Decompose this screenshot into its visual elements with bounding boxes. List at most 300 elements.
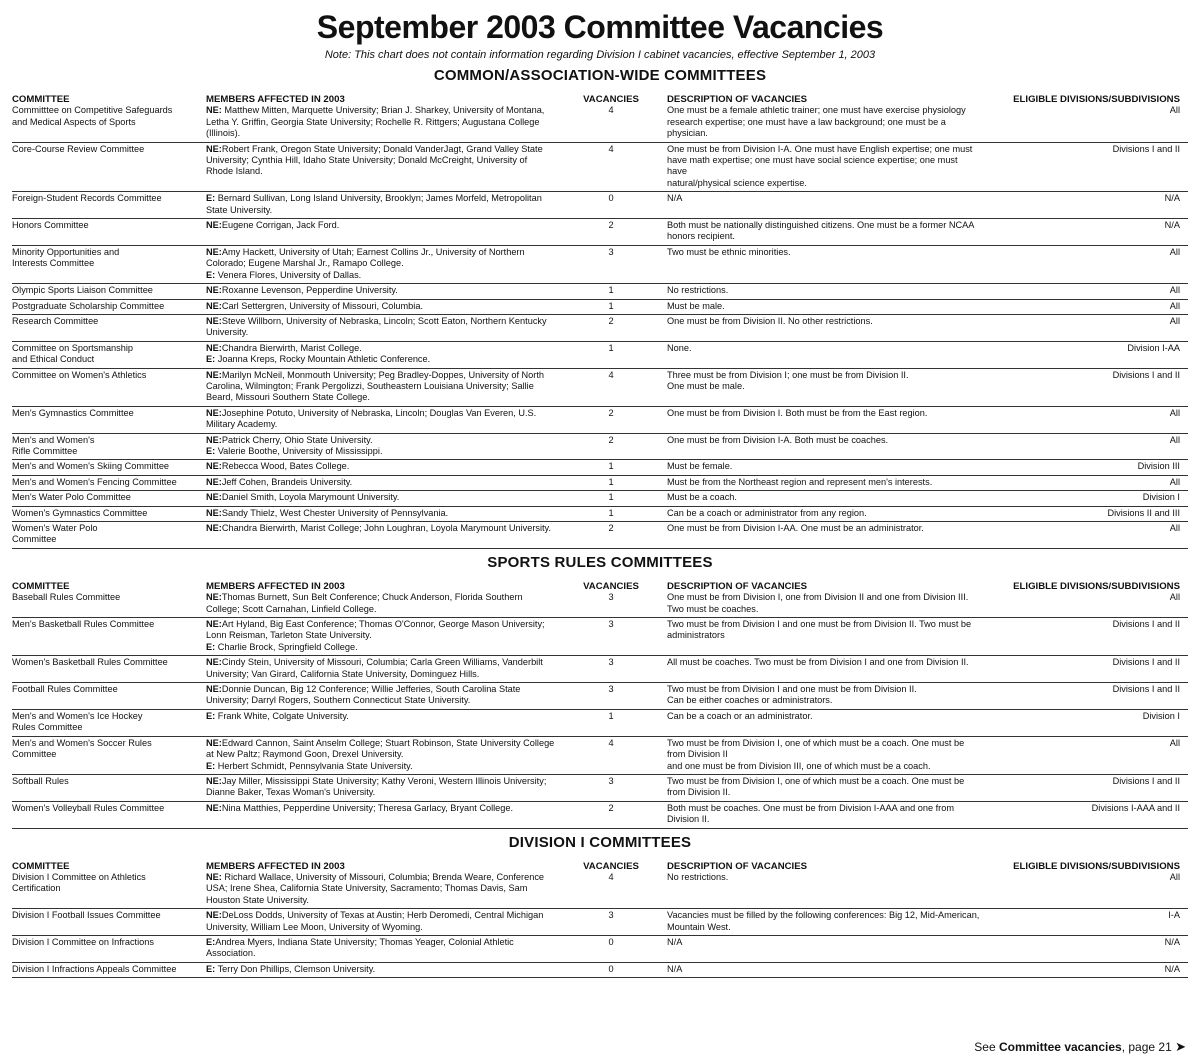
committee-name: Postgraduate Scholarship Committee bbox=[12, 300, 165, 311]
member-status-prefix: NE: bbox=[206, 871, 222, 882]
member-entry bbox=[206, 370, 556, 404]
table-row bbox=[12, 656, 1188, 683]
member-entry bbox=[206, 776, 556, 799]
member-status-prefix: NE: bbox=[206, 775, 222, 786]
members-affected bbox=[206, 461, 566, 472]
eligible-divisions: All bbox=[1169, 523, 1180, 533]
members-affected bbox=[206, 492, 566, 503]
eligible-divisions: Divisions I and II bbox=[1112, 619, 1180, 630]
member-entry bbox=[206, 408, 556, 431]
member-names: Frank White, Colgate University. bbox=[215, 710, 349, 721]
member-status-prefix: NE: bbox=[206, 592, 222, 603]
committee-name: Baseball Rules Committee bbox=[12, 592, 121, 603]
vacancy-description: One must be a female athletic trainer; one must have exercise physiology research expertise; one must have a law background; one must be a physician. bbox=[667, 105, 966, 139]
committee-name: Men's Basketball Rules Committee bbox=[12, 619, 155, 630]
header-eligible: ELIGIBLE DIVISIONS/SUBDIVISIONS bbox=[1013, 580, 1180, 592]
section-1 bbox=[12, 553, 1188, 829]
member-status-prefix: E: bbox=[206, 710, 216, 721]
members-affected bbox=[206, 285, 566, 296]
member-status-prefix: NE: bbox=[206, 910, 222, 921]
table-row bbox=[12, 507, 1188, 522]
member-status-prefix: NE: bbox=[206, 492, 222, 503]
member-entry bbox=[206, 684, 556, 707]
member-names: Matthew Mitten, Marquette University; Brian J. Sharkey, University of Montana, Letha Y. Griffin, Georgia State University; Rochelle R. Rittgers; Augustana College (Illinois). bbox=[206, 105, 545, 139]
section-2 bbox=[12, 833, 1188, 979]
members-affected bbox=[206, 657, 566, 680]
committee-name: Committee on Sportsmanship and Ethical Conduct bbox=[12, 342, 134, 365]
member-entry bbox=[206, 343, 556, 354]
committee-name: Foreign-Student Records Committee bbox=[12, 193, 162, 204]
member-status-prefix: E: bbox=[206, 760, 216, 771]
table-header bbox=[12, 575, 1188, 592]
eligible-divisions: N/A bbox=[1164, 193, 1180, 204]
header-vacancies: VACANCIES bbox=[583, 860, 639, 872]
committee-name: Division I Football Issues Committee bbox=[12, 910, 161, 921]
members-affected bbox=[206, 508, 566, 519]
vacancy-count: 3 bbox=[608, 684, 614, 695]
member-entry bbox=[206, 301, 556, 312]
member-entry bbox=[206, 285, 556, 296]
committee-name: Olympic Sports Liaison Committee bbox=[12, 285, 153, 296]
table-row bbox=[12, 192, 1188, 219]
header-committee: COMMITTEE bbox=[12, 94, 70, 105]
vacancy-description: Both must be nationally distinguished citizens. One must be a former NCAA honors recipient. bbox=[667, 220, 975, 242]
member-status-prefix: NE: bbox=[206, 105, 222, 116]
member-status-prefix: NE: bbox=[206, 407, 222, 418]
committee-name: Men's and Women's Rifle Committee bbox=[12, 434, 95, 456]
table-row bbox=[12, 476, 1188, 491]
vacancy-count: 3 bbox=[608, 910, 614, 921]
eligible-divisions: N/A bbox=[1164, 220, 1180, 231]
members-affected bbox=[206, 144, 566, 190]
eligible-divisions: All bbox=[1169, 315, 1180, 326]
vacancy-count: 1 bbox=[608, 461, 614, 472]
vacancy-count: 0 bbox=[608, 963, 614, 974]
member-entry bbox=[206, 270, 556, 281]
eligible-divisions: All bbox=[1169, 300, 1180, 311]
member-status-prefix: NE: bbox=[206, 220, 222, 231]
committee-name: Committee on Women's Athletics bbox=[12, 369, 147, 380]
member-entry bbox=[206, 937, 556, 960]
committee-name: Men's Water Polo Committee bbox=[12, 492, 131, 503]
page-note: Note: This chart does not contain information regarding Division I cabinet vacancies, effective September 1, 2003 bbox=[324, 49, 876, 61]
member-entry bbox=[206, 316, 556, 339]
page-title: September 2003 Committee Vacancies bbox=[316, 9, 884, 45]
eligible-divisions: Divisions I-AAA and II bbox=[1091, 802, 1180, 813]
table-row bbox=[12, 407, 1188, 434]
member-entry bbox=[206, 492, 556, 503]
vacancy-count: 3 bbox=[608, 657, 614, 668]
member-entry bbox=[206, 193, 556, 216]
vacancy-count: 1 bbox=[608, 300, 614, 311]
member-entry bbox=[206, 523, 556, 534]
vacancy-count: 3 bbox=[608, 619, 614, 630]
vacancy-count: 0 bbox=[608, 193, 614, 204]
vacancy-description: One must be from Division I-A. One must have English expertise; one must have math expertise; one must have social science expertise; one must have natural/physical science expertise. bbox=[667, 143, 973, 188]
members-affected bbox=[206, 937, 566, 960]
committee-name: Women's Gymnastics Committee bbox=[12, 507, 148, 518]
eligible-divisions: Divisions I and II bbox=[1112, 775, 1180, 786]
table-row bbox=[12, 802, 1188, 829]
vacancy-count: 2 bbox=[608, 434, 614, 445]
member-status-prefix: NE: bbox=[206, 143, 222, 154]
member-names: Steve Willborn, University of Nebraska, Lincoln; Scott Eaton, Northern Kentucky University. bbox=[206, 315, 547, 338]
eligible-divisions: All bbox=[1169, 246, 1180, 257]
member-names: Terry Don Phillips, Clemson University. bbox=[215, 963, 376, 974]
member-entry bbox=[206, 642, 556, 653]
table-row bbox=[12, 284, 1188, 299]
vacancy-count: 1 bbox=[608, 507, 614, 518]
vacancy-description: One must be from Division I-AA. One must be an administrator. bbox=[667, 523, 924, 533]
committee-name: Softball Rules bbox=[12, 775, 69, 786]
table-row bbox=[12, 963, 1188, 978]
member-names: Thomas Burnett, Sun Belt Conference; Chuck Anderson, Florida Southern College; Scott Carnahan, Linfield College. bbox=[206, 592, 523, 614]
member-status-prefix: NE: bbox=[206, 802, 222, 813]
header-eligible: ELIGIBLE DIVISIONS/SUBDIVISIONS bbox=[1013, 860, 1180, 872]
member-status-prefix: E: bbox=[206, 354, 216, 365]
member-entry bbox=[206, 435, 556, 446]
members-affected bbox=[206, 711, 566, 734]
vacancy-description: Must be female. bbox=[667, 461, 733, 472]
eligible-divisions: All bbox=[1169, 592, 1180, 603]
vacancy-count: 2 bbox=[608, 802, 614, 813]
table-row bbox=[12, 936, 1188, 963]
eligible-divisions: Divisions I and II bbox=[1112, 369, 1180, 380]
member-status-prefix: NE: bbox=[206, 300, 222, 311]
table-header bbox=[12, 855, 1188, 872]
member-names: Valerie Boothe, University of Mississippi. bbox=[215, 445, 383, 456]
eligible-divisions: Divisions II and III bbox=[1107, 507, 1180, 518]
committee-name: Division I Committee on Athletics Certification bbox=[12, 871, 146, 894]
header-description: DESCRIPTION OF VACANCIES bbox=[667, 860, 808, 872]
vacancy-description: None. bbox=[667, 342, 692, 353]
vacancy-count: 0 bbox=[608, 936, 614, 947]
vacancy-count: 2 bbox=[608, 315, 614, 326]
member-names: Rebecca Wood, Bates College. bbox=[221, 461, 350, 472]
member-names: Josephine Potuto, University of Nebraska, Lincoln; Douglas Van Everen, U.S. Military Academy. bbox=[206, 407, 537, 430]
member-names: Daniel Smith, Loyola Marymount University. bbox=[221, 492, 400, 503]
committee-name: Division I Infractions Appeals Committee bbox=[12, 963, 177, 974]
committee-name: Women's Volleyball Rules Committee bbox=[12, 802, 165, 813]
member-entry bbox=[206, 461, 556, 472]
member-entry bbox=[206, 619, 556, 642]
table-row bbox=[12, 434, 1188, 461]
eligible-divisions: N/A bbox=[1164, 963, 1180, 974]
member-names: Bernard Sullivan, Long Island University, Brooklyn; James Morfeld, Metropolitan State University. bbox=[206, 193, 542, 215]
vacancy-count: 4 bbox=[608, 369, 614, 380]
table-row bbox=[12, 300, 1188, 315]
committee-name: Men's and Women's Fencing Committee bbox=[12, 476, 177, 487]
vacancy-count: 4 bbox=[608, 737, 614, 748]
vacancy-count: 2 bbox=[608, 523, 614, 533]
table-row bbox=[12, 342, 1188, 369]
table-row bbox=[12, 592, 1188, 618]
vacancy-description: Must be male. bbox=[667, 300, 725, 311]
member-names: Cindy Stein, University of Missouri, Columbia; Carla Green Williams, Vanderbilt University; Van Girard, California State University, Dominguez Hills. bbox=[206, 657, 543, 679]
members-affected bbox=[206, 964, 566, 975]
section-0 bbox=[12, 66, 1188, 549]
eligible-divisions: Divisions I and II bbox=[1112, 657, 1180, 668]
table-row bbox=[12, 460, 1188, 475]
members-affected bbox=[206, 220, 566, 243]
member-entry bbox=[206, 803, 556, 814]
member-entry bbox=[206, 657, 556, 680]
vacancy-description: Must be from the Northeast region and represent men's interests. bbox=[667, 476, 933, 487]
vacancy-count: 4 bbox=[608, 871, 614, 882]
member-entry bbox=[206, 872, 556, 906]
header-description: DESCRIPTION OF VACANCIES bbox=[667, 580, 808, 592]
vacancy-count: 3 bbox=[608, 775, 614, 786]
member-names: Sandy Thielz, West Chester University of Pennsylvania. bbox=[221, 507, 449, 518]
table-row bbox=[12, 710, 1188, 737]
committee-name: Division I Committee on Infractions bbox=[12, 936, 154, 947]
eligible-divisions: All bbox=[1169, 476, 1180, 487]
committee-name: Men's and Women's Ice Hockey Rules Committee bbox=[12, 710, 143, 733]
member-names: Carl Settergren, University of Missouri, Columbia. bbox=[221, 300, 423, 311]
member-entry bbox=[206, 105, 556, 139]
vacancy-count: 3 bbox=[608, 592, 614, 603]
table-row bbox=[12, 491, 1188, 506]
vacancy-count: 4 bbox=[608, 105, 614, 116]
member-status-prefix: NE: bbox=[206, 476, 222, 487]
member-status-prefix: NE: bbox=[206, 507, 222, 518]
vacancy-description: Two must be from Division I, one of which must be a coach. One must be from Division II. bbox=[667, 775, 965, 798]
member-names: Donnie Duncan, Big 12 Conference; Willie Jefferies, South Carolina State University; Darryl Rogers, Southern Connecticut State University. bbox=[206, 684, 521, 706]
member-names: Marilyn McNeil, Monmouth University; Peg Bradley-Doppes, University of North Carolina, Wilmington; Frank Pergolizzi, Southeastern Louisiana University; Sallie Beard, Missouri Southern State College. bbox=[206, 369, 545, 403]
member-names: Roxanne Levenson, Pepperdine University. bbox=[221, 285, 398, 296]
member-entry bbox=[206, 477, 556, 488]
member-status-prefix: NE: bbox=[206, 246, 222, 257]
table-header bbox=[12, 88, 1188, 105]
member-names: Andrea Myers, Indiana State University; Thomas Yeager, Colonial Athletic Association. bbox=[206, 936, 514, 959]
vacancy-description: Two must be from Division I, one of which must be a coach. One must be from Division II and one must be from Division III, one of which must be a coach. bbox=[667, 737, 965, 771]
vacancy-description: Must be a coach. bbox=[667, 492, 737, 503]
member-names: Amy Hackett, University of Utah; Earnest Collins Jr., University of Northern Colorado; Eugene Marshal Jr., Ramapo College. bbox=[206, 246, 525, 269]
member-status-prefix: E: bbox=[206, 963, 216, 974]
member-status-prefix: NE: bbox=[206, 434, 222, 445]
members-affected bbox=[206, 301, 566, 312]
vacancy-description: One must be from Division I. Both must be from the East region. bbox=[667, 407, 928, 418]
footer-link[interactable]: Committee vacancies bbox=[998, 1040, 1122, 1054]
member-names: Richard Wallace, University of Missouri, Columbia; Brenda Weare, Conference USA; Irene Shea, California State University, Sacramento; Thomas Davis, Sam Houston State University. bbox=[206, 871, 545, 905]
vacancy-description: No restrictions. bbox=[667, 871, 729, 882]
members-affected bbox=[206, 684, 566, 707]
continuation-footer bbox=[974, 1039, 1186, 1055]
vacancy-description: Three must be from Division I; one must be from Division II. One must be male. bbox=[667, 369, 909, 391]
member-names: Jay Miller, Mississippi State University; Kathy Veroni, Western Illinois University; Dianne Baker, Texas Woman's University. bbox=[206, 775, 547, 798]
table-row bbox=[12, 775, 1188, 802]
member-names: Eugene Corrigan, Jack Ford. bbox=[221, 220, 340, 231]
member-names: Chandra Bierwirth, Marist College; John Loughran, Loyola Marymount University. bbox=[221, 523, 552, 533]
vacancy-count: 1 bbox=[608, 710, 614, 721]
eligible-divisions: All bbox=[1169, 737, 1180, 748]
member-entry bbox=[206, 220, 556, 231]
table-row bbox=[12, 315, 1188, 342]
member-names: Chandra Bierwirth, Marist College. bbox=[221, 342, 362, 353]
committee-name: Research Committee bbox=[12, 315, 99, 326]
members-affected bbox=[206, 105, 566, 139]
table-row bbox=[12, 618, 1188, 656]
members-affected bbox=[206, 523, 566, 546]
eligible-divisions: Divisions I and II bbox=[1112, 143, 1180, 154]
member-entry bbox=[206, 761, 556, 772]
table-row bbox=[12, 143, 1188, 193]
member-entry bbox=[206, 446, 556, 457]
members-affected bbox=[206, 408, 566, 431]
member-status-prefix: NE: bbox=[206, 461, 222, 472]
committee-name: Women's Basketball Rules Committee bbox=[12, 657, 168, 668]
vacancy-description: All must be coaches. Two must be from Division I and one from Division II. bbox=[667, 657, 969, 668]
table-row bbox=[12, 683, 1188, 710]
member-entry bbox=[206, 247, 556, 270]
table-row bbox=[12, 909, 1188, 936]
member-names: Joanna Kreps, Rocky Mountain Athletic Conference. bbox=[215, 354, 431, 365]
member-entry bbox=[206, 910, 556, 933]
committee-name: Committtee on Competitive Safeguards and Medical Aspects of Sports bbox=[12, 105, 173, 127]
members-affected bbox=[206, 316, 566, 339]
member-names: Edward Cannon, Saint Anselm College; Stuart Robinson, State University College at New Paltz; Raymond Goon, Drexel University. bbox=[206, 737, 555, 760]
table-row bbox=[12, 522, 1188, 549]
vacancy-count: 2 bbox=[608, 407, 614, 418]
member-names: Patrick Cherry, Ohio State University. bbox=[221, 434, 373, 445]
committee-name: Men's and Women's Skiing Committee bbox=[12, 461, 170, 472]
member-status-prefix: NE: bbox=[206, 619, 222, 630]
members-affected bbox=[206, 619, 566, 653]
members-affected bbox=[206, 776, 566, 799]
member-entry bbox=[206, 738, 556, 761]
member-entry bbox=[206, 592, 556, 615]
committee-name: Men's Gymnastics Committee bbox=[12, 407, 134, 418]
table-row bbox=[12, 246, 1188, 284]
member-status-prefix: NE: bbox=[206, 684, 222, 695]
member-entry bbox=[206, 354, 556, 365]
sections-container bbox=[0, 66, 1200, 978]
vacancy-count: 2 bbox=[608, 220, 614, 231]
section-title: DIVISION I COMMITTEES bbox=[508, 833, 692, 851]
member-entry bbox=[206, 508, 556, 519]
eligible-divisions: All bbox=[1169, 105, 1180, 116]
vacancy-description: N/A bbox=[667, 936, 683, 947]
vacancy-count: 1 bbox=[608, 492, 614, 503]
eligible-divisions: Division I bbox=[1142, 710, 1180, 721]
eligible-divisions: All bbox=[1169, 285, 1180, 296]
committee-name: Honors Committee bbox=[12, 220, 89, 231]
vacancy-description: Both must be coaches. One must be from Division I-AAA and one from Division II. bbox=[667, 802, 954, 825]
member-names: Robert Frank, Oregon State University; Donald VanderJagt, Grand Valley State University; Cynthia Hill, Idaho State University; Donald McCreight, University of Rhode Island. bbox=[206, 143, 543, 177]
member-names: Charlie Brock, Springfield College. bbox=[215, 641, 358, 652]
vacancy-description: N/A bbox=[667, 193, 683, 204]
section-title: SPORTS RULES COMMITTEES bbox=[487, 553, 713, 571]
vacancy-description: Can be a coach or administrator from any region. bbox=[667, 507, 867, 518]
eligible-divisions: All bbox=[1169, 434, 1180, 445]
eligible-divisions: I-A bbox=[1168, 910, 1180, 921]
member-names: DeLoss Dodds, University of Texas at Austin; Herb Deromedi, Central Michigan University, William Lee Moon, University of Wyoming. bbox=[206, 910, 544, 932]
vacancy-count: 3 bbox=[608, 246, 614, 257]
member-status-prefix: E: bbox=[206, 936, 216, 947]
member-status-prefix: NE: bbox=[206, 657, 222, 668]
member-names: Jeff Cohen, Brandeis University. bbox=[221, 476, 353, 487]
header-committee: COMMITTEE bbox=[12, 860, 70, 872]
vacancy-count: 1 bbox=[608, 342, 614, 353]
vacancy-description: Vacancies must be filled by the following conferences: Big 12, Mid-American, Mountain West. bbox=[667, 910, 980, 932]
members-affected bbox=[206, 247, 566, 281]
vacancy-description: Two must be from Division I and one must be from Division II. Can be either coaches or administrators. bbox=[667, 684, 917, 706]
members-affected bbox=[206, 370, 566, 404]
member-status-prefix: NE: bbox=[206, 315, 222, 326]
eligible-divisions: Division I bbox=[1142, 492, 1180, 503]
member-names: Venera Flores, University of Dallas. bbox=[215, 269, 362, 280]
header-eligible: ELIGIBLE DIVISIONS/SUBDIVISIONS bbox=[1013, 94, 1180, 105]
member-names: Herbert Schmidt, Pennsylvania State University. bbox=[215, 760, 413, 771]
member-status-prefix: NE: bbox=[206, 737, 222, 748]
committee-name: Core-Course Review Committee bbox=[12, 143, 145, 154]
member-status-prefix: NE: bbox=[206, 342, 222, 353]
vacancy-count: 1 bbox=[608, 476, 614, 487]
member-status-prefix: E: bbox=[206, 269, 216, 280]
header-members: MEMBERS AFFECTED IN 2003 bbox=[206, 94, 345, 105]
member-status-prefix: E: bbox=[206, 641, 216, 652]
vacancy-description: No restrictions. bbox=[667, 285, 729, 296]
member-entry bbox=[206, 964, 556, 975]
footer-page: , page 21 bbox=[1121, 1040, 1172, 1054]
members-affected bbox=[206, 592, 566, 615]
member-names: Nina Matthies, Pepperdine University; Theresa Garlacy, Bryant College. bbox=[221, 802, 514, 813]
member-entry bbox=[206, 711, 556, 722]
table-row bbox=[12, 369, 1188, 407]
committee-name: Men's and Women's Soccer Rules Committee bbox=[12, 737, 152, 760]
table-row bbox=[12, 872, 1188, 909]
members-affected bbox=[206, 477, 566, 488]
eligible-divisions: Division I-AA bbox=[1127, 342, 1180, 353]
eligible-divisions: Divisions I and II bbox=[1112, 684, 1180, 695]
member-status-prefix: NE: bbox=[206, 523, 222, 533]
table-row bbox=[12, 219, 1188, 246]
header-vacancies: VACANCIES bbox=[583, 94, 639, 105]
member-status-prefix: NE: bbox=[206, 369, 222, 380]
member-status-prefix: E: bbox=[206, 445, 216, 456]
member-status-prefix: NE: bbox=[206, 285, 222, 296]
member-status-prefix: E: bbox=[206, 193, 216, 204]
header-description: DESCRIPTION OF VACANCIES bbox=[667, 94, 808, 105]
members-affected bbox=[206, 193, 566, 216]
header-committee: COMMITTEE bbox=[12, 580, 70, 592]
members-affected bbox=[206, 872, 566, 906]
members-affected bbox=[206, 343, 566, 366]
committee-name: Women's Water Polo Committee bbox=[12, 523, 98, 545]
member-entry bbox=[206, 144, 556, 178]
arrow-right-icon: ➤ bbox=[1175, 1039, 1186, 1054]
vacancy-description: One must be from Division I, one from Division II and one from Division III. Two must be coaches. bbox=[667, 592, 969, 614]
eligible-divisions: All bbox=[1169, 871, 1180, 882]
footer-see: See bbox=[974, 1040, 996, 1054]
section-title: COMMON/ASSOCIATION-WIDE COMMITTEES bbox=[433, 67, 767, 84]
eligible-divisions: Division III bbox=[1137, 461, 1180, 472]
header-members: MEMBERS AFFECTED IN 2003 bbox=[206, 580, 345, 592]
table-row bbox=[12, 105, 1188, 142]
members-affected bbox=[206, 435, 566, 458]
vacancy-description: One must be from Division II. No other restrictions. bbox=[667, 315, 873, 326]
vacancy-count: 1 bbox=[608, 285, 614, 296]
table-row bbox=[12, 737, 1188, 775]
eligible-divisions: N/A bbox=[1164, 936, 1180, 947]
vacancy-description: Two must be ethnic minorities. bbox=[667, 246, 791, 257]
vacancy-description: Two must be from Division I and one must be from Division II. Two must be administrators bbox=[667, 619, 972, 641]
members-affected bbox=[206, 738, 566, 772]
committee-name: Minority Opportunities and Interests Committee bbox=[12, 246, 120, 269]
vacancy-description: Can be a coach or an administrator. bbox=[667, 710, 813, 721]
vacancy-description: One must be from Division I-A. Both must be coaches. bbox=[667, 434, 889, 445]
eligible-divisions: All bbox=[1169, 407, 1180, 418]
